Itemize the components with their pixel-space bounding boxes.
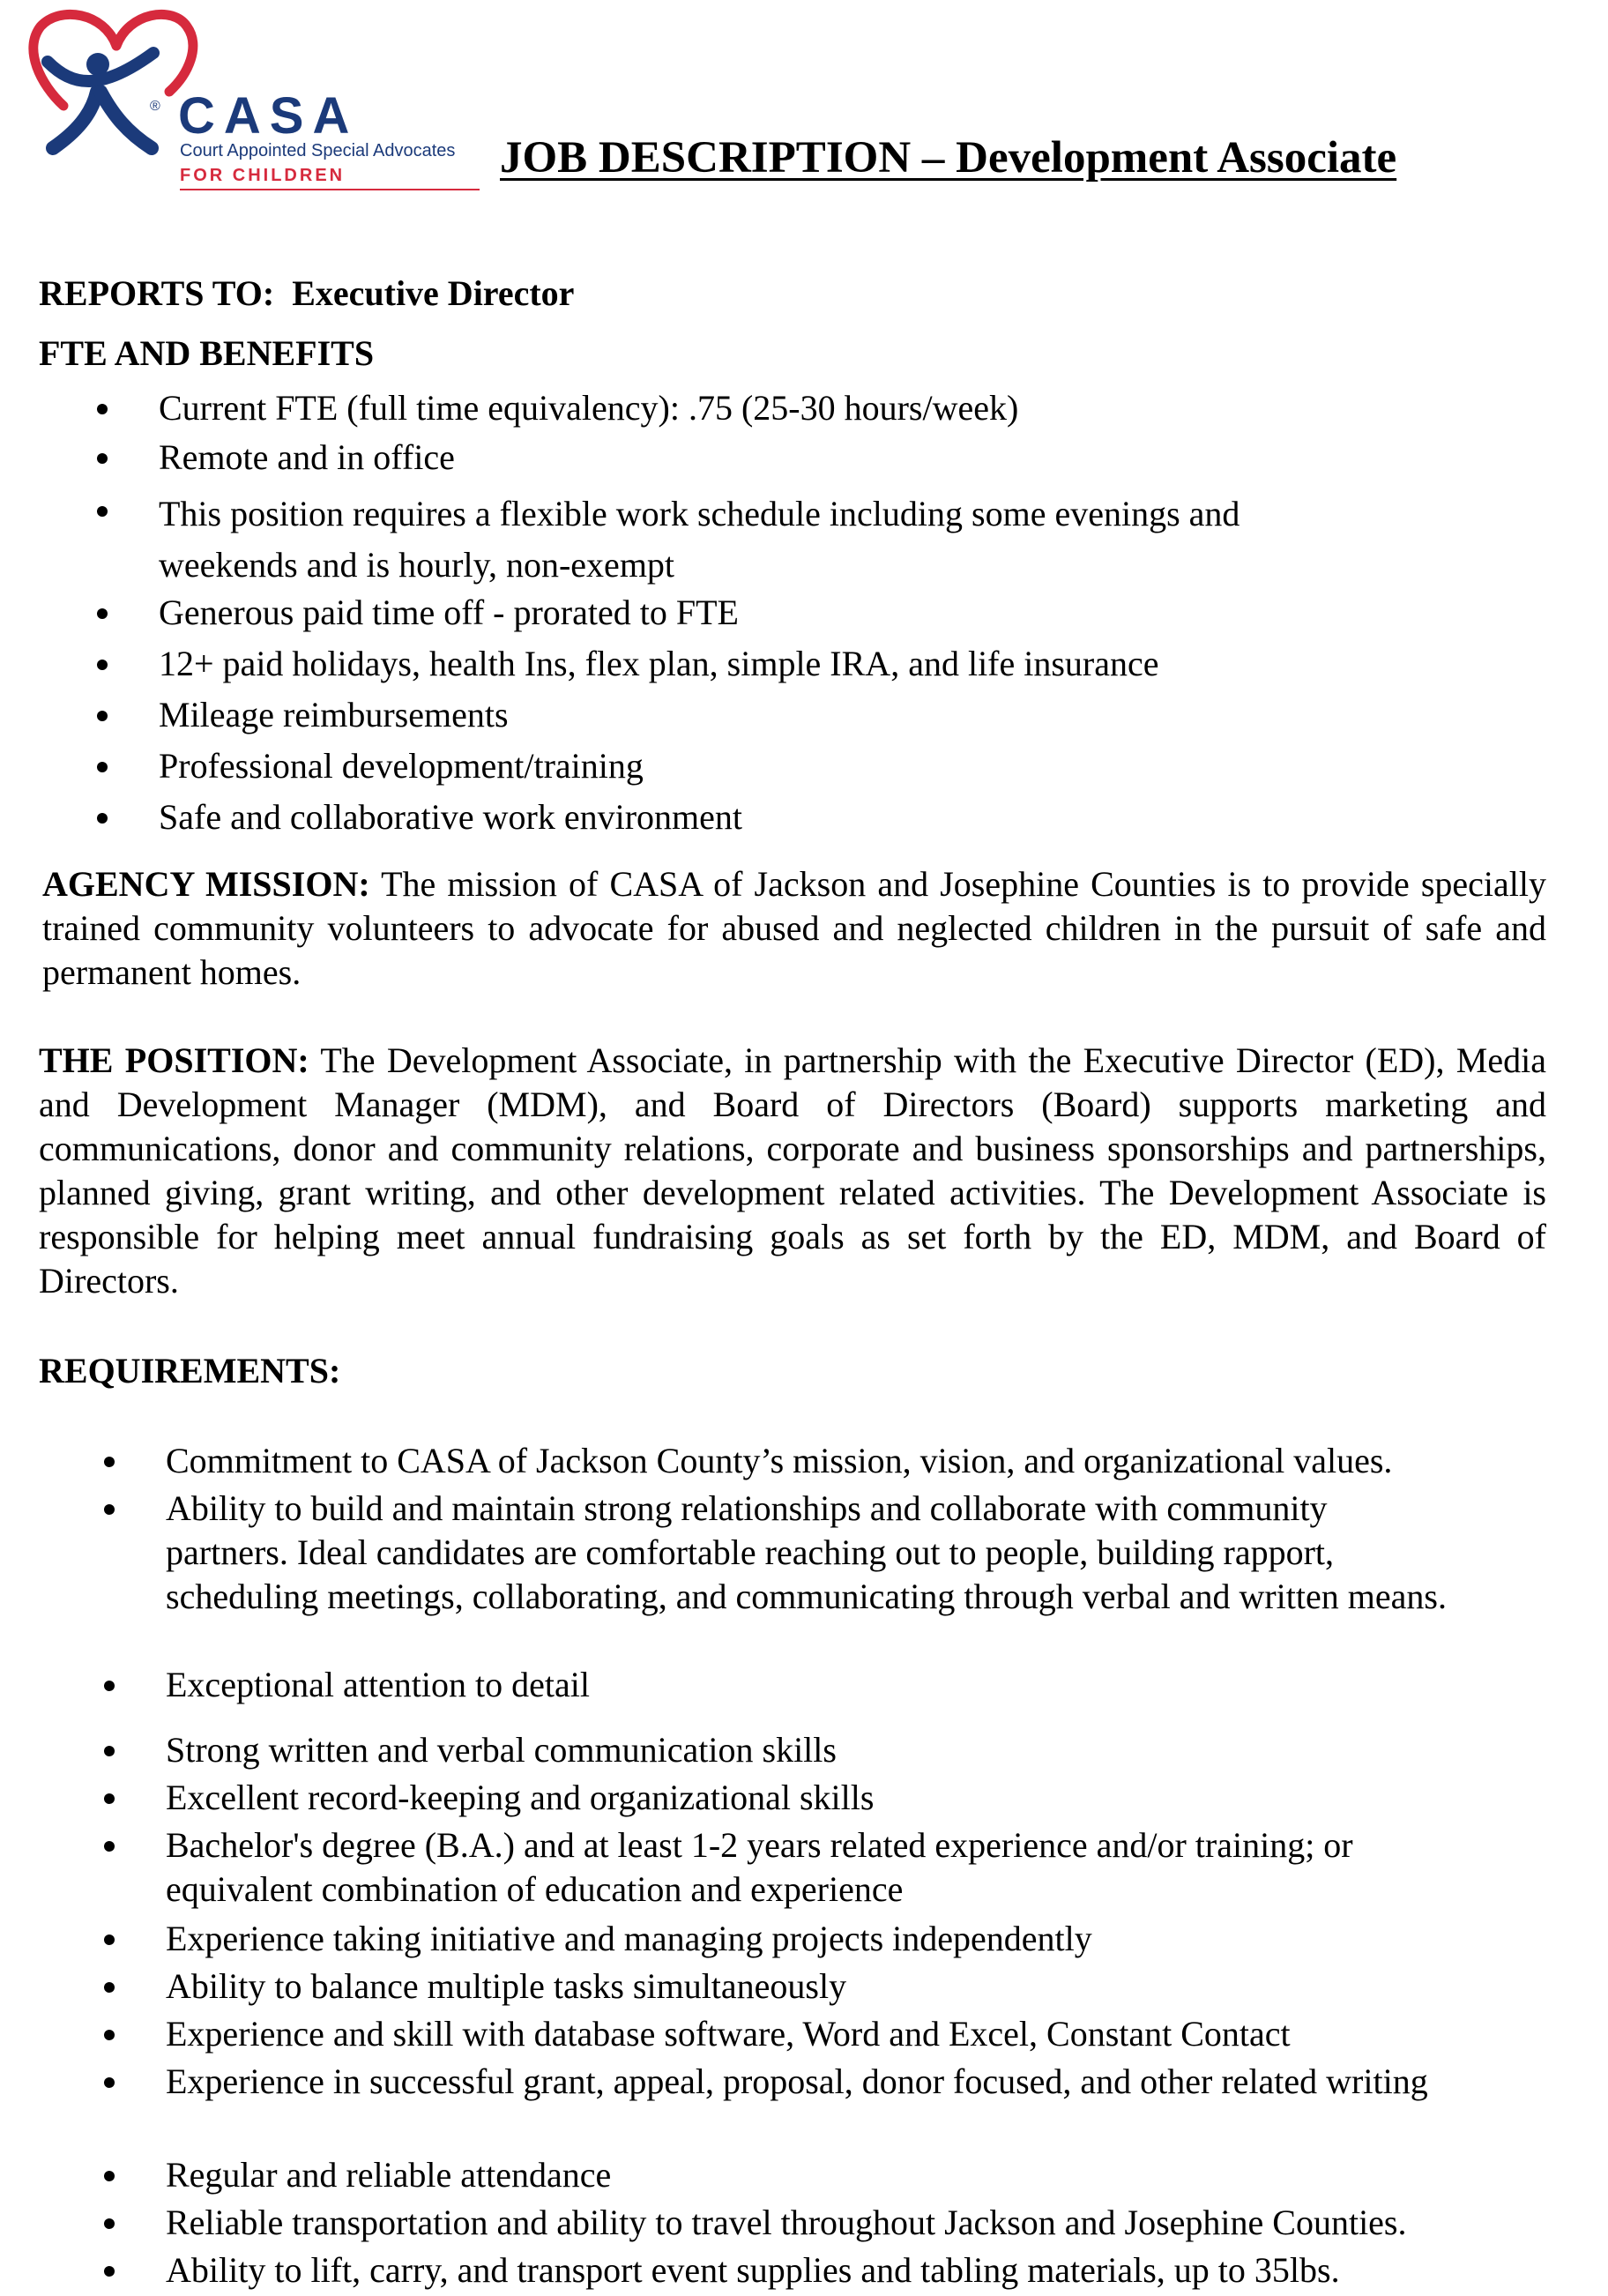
list-item: Reliable transportation and ability to travel throughout Jackson and Josephine Counties. bbox=[166, 2201, 1541, 2248]
position-label: THE POSITION: bbox=[39, 1040, 309, 1080]
list-item: Experience and skill with database software, Word and Excel, Constant Contact bbox=[166, 2012, 1541, 2060]
list-item: This position requires a flexible work schedule including some evenings and weekends and is hourly, non-exempt bbox=[159, 488, 1375, 591]
list-item: Exceptional attention to detail bbox=[166, 1663, 1541, 1728]
requirements-heading: REQUIREMENTS: bbox=[39, 1351, 341, 1390]
casa-logo bbox=[28, 0, 469, 203]
list-item: Commitment to CASA of Jackson County’s mission, vision, and organizational values. bbox=[166, 1439, 1541, 1487]
list-item: 12+ paid holidays, health Ins, flex plan, simple IRA, and life insurance bbox=[159, 642, 1481, 693]
fte-list bbox=[159, 386, 1481, 846]
reports-to-line bbox=[39, 272, 574, 316]
list-item: Remote and in office bbox=[159, 436, 1481, 488]
list-item: Ability to lift, carry, and transport event supplies and tabling materials, up to 35lbs. bbox=[166, 2248, 1541, 2296]
requirements-list bbox=[166, 1439, 1541, 2296]
list-item: Ability to build and maintain strong relationships and collaborate with community partners. Ideal candidates are comfortable reaching out to people, building rapport, scheduling meetings, collaborating, and communicating through verbal and written means. bbox=[166, 1487, 1453, 1663]
logo-subtag: FOR CHILDREN bbox=[180, 166, 346, 185]
list-item: Experience taking initiative and managing projects independently bbox=[166, 1917, 1541, 1964]
agency-mission-paragraph bbox=[42, 862, 1546, 995]
list-item: Bachelor's degree (B.A.) and at least 1-2 years related experience and/or training; or equivalent combination of education and experience bbox=[166, 1823, 1488, 1917]
position-text: The Development Associate, in partnership with the Executive Director (ED), Media and Development Manager (MDM), and Board of Directors (Board) supports marketing and communications, donor and community relations, corporate and business sponsorships and partnerships, planned giving, grant writing, and other development related activities. The Development Associate is responsible for helping meet annual fundraising goals as set forth by the ED, MDM, and Board of Directors. bbox=[39, 1040, 1546, 1301]
fte-heading: FTE AND BENEFITS bbox=[39, 333, 375, 373]
list-item: Current FTE (full time equivalency): .75 (25-30 hours/week) bbox=[159, 386, 1481, 436]
reports-to-value: Executive Director bbox=[292, 273, 575, 313]
reports-to-label: REPORTS TO: bbox=[39, 273, 275, 313]
page-title: JOB DESCRIPTION – Development Associate bbox=[500, 133, 1397, 183]
list-item: Generous paid time off - prorated to FTE bbox=[159, 591, 1481, 642]
list-item: Excellent record-keeping and organizational skills bbox=[166, 1776, 1541, 1823]
list-item: Strong written and verbal communication skills bbox=[166, 1728, 1541, 1776]
list-item: Experience in successful grant, appeal, proposal, donor focused, and other related writing bbox=[166, 2060, 1453, 2153]
logo-registered-mark: ® bbox=[150, 99, 160, 114]
list-item: Regular and reliable attendance bbox=[166, 2153, 1541, 2201]
logo-underline bbox=[180, 189, 480, 190]
list-item: Professional development/training bbox=[159, 744, 1481, 795]
logo-wordmark: CASA bbox=[178, 87, 359, 145]
list-item: Ability to balance multiple tasks simultaneously bbox=[166, 1964, 1541, 2012]
agency-mission-label: AGENCY MISSION: bbox=[42, 864, 370, 904]
position-paragraph bbox=[39, 1039, 1546, 1303]
list-item: Safe and collaborative work environment bbox=[159, 795, 1481, 846]
agency-mission-text: The mission of CASA of Jackson and Josephine Counties is to provide specially trained community volunteers to advocate for abused and neglected children in the pursuit of safe and permanent homes. bbox=[42, 864, 1546, 992]
list-item: Mileage reimbursements bbox=[159, 693, 1481, 744]
logo-tagline: Court Appointed Special Advocates bbox=[180, 141, 456, 160]
